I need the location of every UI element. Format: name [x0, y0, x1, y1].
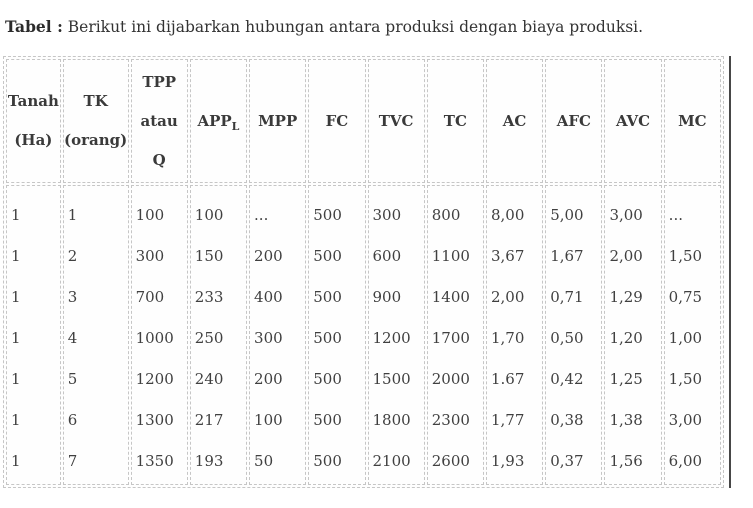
cell-value: (orang)	[64, 131, 128, 149]
cell-value: 1,38	[609, 411, 643, 429]
col-values-appl	[190, 185, 247, 485]
cell-value: 3,00	[609, 206, 643, 224]
cell-value: 1.67	[490, 370, 525, 388]
cell-value: TPP	[142, 72, 177, 91]
cell-value: 1,20	[609, 329, 643, 347]
cell-value: MC	[678, 111, 707, 130]
cell-value: 0,71	[550, 288, 584, 306]
cell-value: 1	[11, 452, 21, 470]
cell-value: 217	[194, 411, 224, 429]
cell-value: TC	[443, 111, 467, 130]
caption-label: Tabel :	[5, 17, 63, 36]
col-values-tpp	[131, 185, 188, 485]
cell-value: 250	[194, 329, 224, 347]
cell-value: 1,50	[668, 370, 703, 388]
col-header-avc	[604, 59, 661, 183]
table-caption	[5, 16, 753, 38]
col-values-fc	[308, 185, 365, 485]
cell-value: 1500	[372, 370, 411, 388]
cell-value: MPP	[258, 111, 298, 130]
cell-value: 1300	[135, 411, 174, 429]
cell-value: 50	[254, 452, 274, 470]
cell-value: 300	[372, 206, 402, 224]
cell-value: AFC	[556, 111, 591, 130]
col-values-mc	[664, 185, 721, 485]
cell-value: (Ha)	[14, 131, 53, 149]
cell-value: 500	[313, 452, 342, 470]
cell-value: 240	[194, 370, 224, 388]
col-header-fc	[308, 59, 365, 183]
cell-value: 2000	[431, 370, 470, 388]
right-edge-rule	[729, 56, 731, 488]
col-header-appl-subscript: L	[231, 119, 240, 133]
cell-value: AC	[502, 111, 527, 130]
cell-value: 100	[254, 411, 283, 429]
page	[0, 16, 753, 488]
col-values-tk	[63, 185, 129, 485]
col-header-ac	[486, 59, 543, 183]
cell-value: 100	[135, 206, 165, 224]
col-values-tanah	[6, 185, 61, 485]
cell-value: 8,00	[490, 206, 525, 224]
cell-value: 500	[313, 247, 342, 265]
cell-value: 1,93	[490, 452, 525, 470]
cell-value: ...	[668, 206, 683, 224]
cell-value: 1000	[135, 329, 174, 347]
cell-value: 700	[135, 288, 165, 306]
cell-value: 2,00	[609, 247, 643, 265]
cell-value: 5	[67, 370, 78, 388]
cell-value: 1100	[431, 247, 470, 265]
col-header-tpp	[131, 59, 188, 183]
col-header-tvc	[368, 59, 425, 183]
col-header-tk	[63, 59, 129, 183]
col-header-afc	[545, 59, 602, 183]
cell-value: 1,50	[668, 247, 703, 265]
cell-value: atau	[140, 111, 178, 130]
cell-value: 1,70	[490, 329, 525, 347]
header-row	[6, 59, 721, 183]
cell-value: 1400	[431, 288, 470, 306]
cell-value: 2100	[372, 452, 411, 470]
table-container	[3, 56, 731, 488]
cell-value: 1700	[431, 329, 470, 347]
cell-value: 1,56	[609, 452, 643, 470]
cell-value: TK	[83, 92, 108, 110]
cell-value: 2600	[431, 452, 470, 470]
cell-value: 2	[67, 247, 78, 265]
col-header-tc	[427, 59, 484, 183]
cell-value: AVC	[615, 111, 651, 130]
cell-value: 1,29	[609, 288, 643, 306]
cell-value: 400	[254, 288, 283, 306]
cell-value: 1,00	[668, 329, 703, 347]
cell-value: TVC	[378, 111, 414, 130]
cell-value: Tanah	[7, 92, 59, 110]
cell-value: 1800	[372, 411, 411, 429]
cell-value: 1	[67, 206, 78, 224]
cell-value: 1,77	[490, 411, 525, 429]
col-values-tc	[427, 185, 484, 485]
cell-value: 1	[11, 247, 21, 265]
cell-value: 4	[67, 329, 78, 347]
cell-value: 200	[254, 247, 283, 265]
cell-value: 3,67	[490, 247, 525, 265]
cell-value: 5,00	[550, 206, 584, 224]
cell-value: 500	[313, 411, 342, 429]
cell-value: 1,25	[609, 370, 643, 388]
cell-value: 300	[254, 329, 283, 347]
cell-value: 0,75	[668, 288, 703, 306]
cell-value: 1	[11, 411, 21, 429]
col-values-mpp	[249, 185, 306, 485]
col-header-mc	[664, 59, 721, 183]
cell-value: 500	[313, 206, 342, 224]
cell-value: 500	[313, 288, 342, 306]
cell-value: 3,00	[668, 411, 703, 429]
cell-value: 900	[372, 288, 402, 306]
cell-value: 1	[11, 288, 21, 306]
cell-value: ...	[254, 206, 269, 224]
cell-value: 300	[135, 247, 165, 265]
col-values-avc	[604, 185, 661, 485]
cell-value: 233	[194, 288, 224, 306]
col-values-tvc	[368, 185, 425, 485]
cell-value: 1	[11, 206, 21, 224]
cell-value: 600	[372, 247, 402, 265]
cell-value: 100	[194, 206, 224, 224]
production-cost-table	[3, 56, 724, 488]
col-values-afc	[545, 185, 602, 485]
col-header-tanah	[6, 59, 61, 183]
cell-value: 0,37	[550, 452, 584, 470]
col-header-appl	[190, 59, 247, 183]
cell-value: 2300	[431, 411, 470, 429]
cell-value: 800	[431, 206, 461, 224]
col-header-mpp	[249, 59, 306, 183]
cell-value: 0,38	[550, 411, 584, 429]
cell-value: 2,00	[490, 288, 525, 306]
cell-value: 200	[254, 370, 283, 388]
cell-value: 500	[313, 370, 342, 388]
data-row	[6, 185, 721, 485]
caption-text: Berikut ini dijabarkan hubungan antara produksi dengan biaya produksi.	[67, 18, 644, 36]
cell-value: 500	[313, 329, 342, 347]
cell-value: 7	[67, 452, 78, 470]
cell-value: Q	[152, 150, 166, 169]
cell-value: 193	[194, 452, 224, 470]
col-values-ac	[486, 185, 543, 485]
col-header-appl-main: APP	[197, 111, 232, 130]
cell-value: 1	[11, 329, 21, 347]
cell-value: 0,42	[550, 370, 584, 388]
cell-value: 6	[67, 411, 78, 429]
cell-value: FC	[325, 111, 349, 130]
cell-value: 1,67	[550, 247, 584, 265]
cell-value: 1200	[372, 329, 411, 347]
cell-value: 3	[67, 288, 78, 306]
cell-value: 1	[11, 370, 21, 388]
cell-value: 0,50	[550, 329, 584, 347]
cell-value: 150	[194, 247, 224, 265]
cell-value: 1350	[135, 452, 174, 470]
cell-value: 6,00	[668, 452, 703, 470]
cell-value: 1200	[135, 370, 174, 388]
